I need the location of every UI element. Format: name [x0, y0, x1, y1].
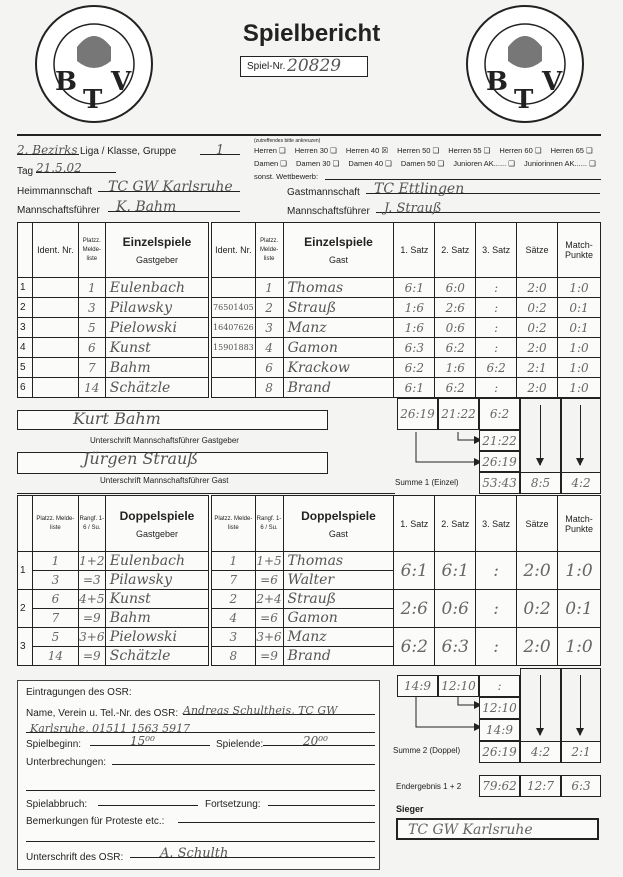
saetze-score[interactable]: 2:0 — [517, 338, 558, 358]
singles-row — [18, 358, 601, 378]
category-checkbox[interactable]: Herren 55 ❑ — [448, 146, 491, 155]
col-number — [18, 223, 33, 278]
guest-label: Gast — [328, 528, 348, 539]
osr-name-label: Name, Verein u. Tel.-Nr. des OSR: — [26, 708, 179, 719]
row-number[interactable]: 1 — [18, 278, 33, 298]
satz1-score[interactable]: 1:6 — [394, 298, 435, 318]
osr-name-field-2[interactable] — [26, 719, 375, 733]
satz1-score[interactable]: 2:6 — [394, 590, 435, 628]
signature-guest: Jürgen Strauß — [83, 449, 199, 468]
col-saetze: Sätze — [517, 223, 558, 278]
host-rang[interactable]: 4+5 — [78, 590, 105, 609]
host-platz[interactable]: 3 — [32, 571, 78, 590]
end-saetze: 12:7 — [520, 775, 561, 797]
match-points[interactable]: 0:1 — [557, 318, 600, 338]
sonst-label: sonst. Wettbewerb: — [254, 172, 319, 181]
singles-carry-satz1: 26:19 — [479, 451, 520, 472]
col-guest-ident: Ident. Nr. — [210, 223, 255, 278]
doubles-row — [18, 552, 601, 571]
match-points[interactable]: 1:0 — [557, 338, 600, 358]
sieger-field[interactable]: TC GW Karlsruhe — [396, 818, 599, 840]
bemerkungen-field[interactable] — [178, 809, 375, 823]
host-platz[interactable]: 6 — [32, 590, 78, 609]
guest-player[interactable]: Brand — [283, 647, 394, 666]
satz3-score[interactable]: : — [476, 278, 517, 298]
saetze-score[interactable]: 2:0 — [517, 278, 558, 298]
endergebnis-label: Endergebnis 1 + 2 — [396, 782, 462, 791]
guest-ident[interactable] — [210, 358, 255, 378]
col-satz2: 2. Satz — [435, 223, 476, 278]
unterbrechungen-field-2[interactable] — [26, 777, 375, 791]
host-label: Gastgeber — [135, 255, 178, 265]
singles-total-satz3: 6:2 — [479, 398, 520, 430]
doubles-total-satz2: 12:10 — [438, 675, 479, 697]
row-number: 1 — [18, 552, 33, 590]
host-ident[interactable] — [32, 358, 78, 378]
guest-player[interactable]: Krackow — [283, 358, 394, 378]
saetze-score[interactable]: 0:2 — [517, 298, 558, 318]
guest-player[interactable]: Thomas — [283, 278, 394, 298]
category-checkbox[interactable]: Junioren AK...... ❑ — [453, 159, 516, 168]
fortsetzung-label: Fortsetzung: — [205, 799, 261, 810]
category-checkbox[interactable]: Herren 30 ❑ — [294, 146, 337, 155]
spielbeginn-field[interactable] — [90, 732, 210, 746]
guest-player[interactable]: Brand — [283, 378, 394, 398]
col-guest-name — [283, 496, 394, 552]
host-player[interactable]: Bahm — [105, 358, 210, 378]
singles-total-satz2: 21:22 — [438, 398, 479, 430]
satz3-score[interactable]: : — [476, 628, 517, 666]
gast-field[interactable] — [366, 180, 600, 197]
host-player[interactable]: Schätzle — [105, 647, 210, 666]
host-platz[interactable]: 7 — [32, 609, 78, 628]
host-rang[interactable]: 1+2 — [78, 552, 105, 571]
col-guest-platz: Platzz. Melde- liste — [210, 496, 255, 552]
summe1-saetze: 8:5 — [520, 472, 561, 494]
col-satz3: 3. Satz — [476, 223, 517, 278]
satz2-score[interactable]: 2:6 — [435, 298, 476, 318]
saetze-score[interactable]: 0:2 — [517, 318, 558, 338]
osr-name-value-2: Karlsruhe, 01511 1563 5917 — [30, 722, 191, 735]
satz3-score[interactable]: 6:2 — [476, 358, 517, 378]
guest-platz[interactable]: 2 — [255, 298, 283, 318]
bemerkungen-label: Bemerkungen für Proteste etc.: — [26, 816, 165, 827]
col-satz1: 1. Satz — [394, 496, 435, 552]
saetze-score[interactable]: 2:1 — [517, 358, 558, 378]
gast-fuehrer-label: Mannschaftsführer — [287, 206, 370, 217]
satz2-score[interactable]: 6:2 — [435, 378, 476, 398]
guest-platz[interactable]: 7 — [210, 571, 255, 590]
osr-signature: A. Schulth — [160, 846, 229, 861]
host-player[interactable]: Kunst — [105, 338, 210, 358]
osr-section — [17, 680, 380, 870]
spielbeginn-label: Spielbeginn: — [26, 739, 82, 750]
carry-arrows-icon — [410, 432, 482, 472]
host-player[interactable]: Pilawsky — [105, 298, 210, 318]
sonst-field[interactable] — [325, 166, 601, 180]
divider — [17, 493, 395, 494]
guest-ident[interactable]: 16407626 — [210, 318, 255, 338]
guest-platz[interactable]: 8 — [255, 378, 283, 398]
match-points[interactable]: 1:0 — [557, 358, 600, 378]
heim-label: Heimmannschaft — [17, 186, 93, 197]
col-satz2: 2. Satz — [435, 496, 476, 552]
singles-row — [18, 318, 601, 338]
gruppe-value: 1 — [215, 143, 225, 158]
osr-signature-label: Unterschrift des OSR: — [26, 852, 124, 863]
satz1-score[interactable]: 6:1 — [394, 552, 435, 590]
arrow-down-icon — [540, 405, 541, 465]
host-rang[interactable]: =9 — [78, 609, 105, 628]
satz2-score[interactable]: 6:1 — [435, 552, 476, 590]
signature-host-field[interactable] — [17, 410, 328, 430]
singles-row — [18, 378, 601, 398]
fortsetzung-field[interactable] — [268, 792, 375, 806]
satz3-score[interactable]: : — [476, 378, 517, 398]
host-platz[interactable]: 6 — [78, 338, 105, 358]
host-ident[interactable] — [32, 378, 78, 398]
spielende-field[interactable] — [263, 732, 375, 746]
col-match: Match- Punkte — [557, 496, 600, 552]
col-host-rang: Rangf. 1-6 / Su. — [78, 496, 105, 552]
satz1-score[interactable]: 6:2 — [394, 628, 435, 666]
guest-player[interactable]: Walter — [283, 571, 394, 590]
host-rang[interactable]: =9 — [78, 647, 105, 666]
heim-value: TC GW Karlsruhe — [108, 179, 233, 195]
col-host-platz: Platzz. Melde- liste — [78, 223, 105, 278]
category-checkbox[interactable]: Damen 40 ❑ — [348, 159, 392, 168]
doubles-row — [18, 590, 601, 609]
gast-value: TC Ettlingen — [374, 181, 465, 197]
host-rang[interactable]: 3+6 — [78, 628, 105, 647]
guest-player[interactable]: Gamon — [283, 338, 394, 358]
saetze-score[interactable]: 0:2 — [517, 590, 558, 628]
satz3-score[interactable]: : — [476, 590, 517, 628]
host-player[interactable]: Pielowski — [105, 628, 210, 647]
match-points[interactable]: 0:1 — [557, 298, 600, 318]
satz2-score[interactable]: 1:6 — [435, 358, 476, 378]
summe1-label: Summe 1 (Einzel) — [395, 478, 459, 487]
summe1-games: 53:43 — [479, 472, 520, 494]
signature-host-label: Unterschrift Mannschaftsführer Gastgeber — [90, 436, 239, 445]
osr-name-field[interactable] — [183, 701, 375, 715]
guest-player[interactable]: Gamon — [283, 609, 394, 628]
guest-platz[interactable]: 1 — [255, 278, 283, 298]
host-player[interactable]: Bahm — [105, 609, 210, 628]
spielabbruch-label: Spielabbruch: — [26, 799, 88, 810]
summe2-saetze: 4:2 — [520, 741, 561, 763]
arrow-down-icon — [580, 675, 581, 735]
col-guest-name — [283, 223, 394, 278]
host-rang[interactable]: =3 — [78, 571, 105, 590]
host-ident[interactable] — [32, 338, 78, 358]
col-number — [18, 496, 33, 552]
col-host-ident: Ident. Nr. — [32, 223, 78, 278]
col-match: Match- Punkte — [557, 223, 600, 278]
col-guest-rang: Rangf. 1-6 / Su. — [255, 496, 283, 552]
liga-label: Liga / Klasse, Gruppe — [80, 146, 177, 157]
doubles-total-satz3: : — [479, 675, 520, 697]
match-points[interactable]: 0:1 — [557, 590, 600, 628]
guest-ident[interactable]: 15901883 — [210, 338, 255, 358]
guest-platz[interactable]: 2 — [210, 590, 255, 609]
gast-fuehrer-field[interactable] — [376, 199, 600, 216]
doubles-carry-satz1: 14:9 — [479, 719, 520, 741]
category-checkbox[interactable]: Herren 40 ☒ — [345, 146, 389, 155]
row-number[interactable]: 5 — [18, 358, 33, 378]
saetze-score[interactable]: 2:0 — [517, 378, 558, 398]
tag-label: Tag — [17, 166, 34, 177]
host-label: Gastgeber — [135, 528, 178, 539]
arrow-down-icon — [540, 675, 541, 735]
satz2-score[interactable]: 6:3 — [435, 628, 476, 666]
guest-label: Gast — [328, 255, 348, 265]
satz2-score[interactable]: 6:0 — [435, 278, 476, 298]
singles-total-satz1: 26:19 — [397, 398, 438, 430]
category-checkbox[interactable]: Damen 50 ❑ — [400, 159, 445, 168]
row-number[interactable]: 6 — [18, 378, 33, 398]
guest-platz[interactable]: 1 — [210, 552, 255, 571]
singles-row — [18, 338, 601, 358]
summe2-games: 26:19 — [479, 741, 520, 763]
doubles-table — [17, 495, 601, 666]
spiel-nr-value: 20829 — [287, 56, 342, 76]
gast-label: Gastmannschaft — [287, 187, 360, 198]
host-player[interactable]: Pilawsky — [105, 571, 210, 590]
btv-logo-right: B T V — [466, 5, 584, 123]
osr-signature-field[interactable] — [130, 844, 375, 861]
col-satz1: 1. Satz — [394, 223, 435, 278]
host-platz[interactable]: 14 — [32, 647, 78, 666]
satz1-score[interactable]: 1:6 — [394, 318, 435, 338]
osr-title: Eintragungen des OSR: — [26, 687, 132, 698]
arrow-down-icon — [580, 405, 581, 465]
match-points[interactable]: 1:0 — [557, 378, 600, 398]
host-platz[interactable]: 7 — [78, 358, 105, 378]
liga-field[interactable] — [17, 141, 79, 155]
osr-name-value: Andreas Schultheis, TC GW — [183, 704, 338, 717]
host-platz[interactable]: 14 — [78, 378, 105, 398]
row-number: 3 — [18, 628, 33, 666]
col-saetze: Sätze — [517, 496, 558, 552]
satz1-score[interactable]: 6:3 — [394, 338, 435, 358]
category-checkbox[interactable]: Herren 50 ❑ — [397, 146, 440, 155]
row-number[interactable]: 3 — [18, 318, 33, 338]
saetze-score[interactable]: 2:0 — [517, 552, 558, 590]
tag-field[interactable] — [36, 159, 116, 173]
category-checkbox[interactable]: Juniorinnen AK...... ❑ — [524, 159, 596, 168]
spielende-value: 20⁰⁰ — [303, 734, 328, 748]
unterbrechungen-label: Unterbrechungen: — [26, 757, 107, 768]
host-platz[interactable]: 5 — [32, 628, 78, 647]
row-number[interactable]: 4 — [18, 338, 33, 358]
guest-ident[interactable]: 76501405 — [210, 298, 255, 318]
guest-platz[interactable]: 8 — [210, 647, 255, 666]
match-points[interactable]: 1:0 — [557, 628, 600, 666]
guest-rang[interactable]: =6 — [255, 609, 283, 628]
host-player[interactable]: Eulenbach — [105, 278, 210, 298]
guest-ident[interactable] — [210, 278, 255, 298]
category-checkbox[interactable]: Damen ❑ — [254, 159, 287, 168]
host-ident[interactable] — [32, 298, 78, 318]
guest-platz[interactable]: 6 — [255, 358, 283, 378]
singles-carry-satz2: 21:22 — [479, 430, 520, 451]
row-number: 2 — [18, 590, 33, 628]
host-player[interactable]: Pielowski — [105, 318, 210, 338]
guest-player[interactable]: Strauß — [283, 590, 394, 609]
guest-rang[interactable]: 2+4 — [255, 590, 283, 609]
match-points[interactable]: 1:0 — [557, 552, 600, 590]
host-ident[interactable] — [32, 318, 78, 338]
spiel-nr-field[interactable] — [240, 56, 368, 77]
category-checkbox[interactable]: Damen 30 ❑ — [296, 159, 340, 168]
bemerkungen-field-2[interactable] — [26, 828, 375, 842]
category-checkbox[interactable]: Herren ❑ — [254, 146, 286, 155]
signature-guest-field[interactable] — [17, 449, 328, 474]
category-row-1 — [254, 146, 593, 155]
signature-guest-label: Unterschrift Mannschaftsführer Gast — [100, 476, 229, 485]
satz3-score[interactable]: : — [476, 318, 517, 338]
doubles-carry-satz2: 12:10 — [479, 697, 520, 719]
guest-platz[interactable]: 4 — [210, 609, 255, 628]
host-player[interactable]: Schätzle — [105, 378, 210, 398]
host-player[interactable]: Kunst — [105, 590, 210, 609]
satz2-score[interactable]: 0:6 — [435, 318, 476, 338]
btv-logo-left: B T V — [35, 5, 153, 123]
spiel-nr-label: Spiel-Nr. — [247, 61, 286, 72]
category-checkbox[interactable]: Herren 65 ❑ — [550, 146, 593, 155]
guest-player[interactable]: Strauß — [283, 298, 394, 318]
guest-platz[interactable]: 3 — [255, 318, 283, 338]
singles-guest-title: Einzelspiele — [304, 235, 373, 249]
saetze-score[interactable]: 2:0 — [517, 628, 558, 666]
sieger-label: Sieger — [396, 804, 424, 814]
spielbeginn-value: 15⁰⁰ — [130, 734, 155, 748]
host-player[interactable]: Eulenbach — [105, 552, 210, 571]
doubles-row — [18, 628, 601, 647]
singles-host-title: Einzelspiele — [122, 235, 192, 249]
satz3-score[interactable]: : — [476, 338, 517, 358]
category-checkbox[interactable]: Herren 60 ❑ — [499, 146, 542, 155]
guest-platz[interactable]: 3 — [210, 628, 255, 647]
guest-player[interactable]: Manz — [283, 628, 394, 647]
gast-fuehrer-value: J. Strauß — [384, 201, 442, 216]
satz1-score[interactable]: 6:1 — [394, 378, 435, 398]
host-platz[interactable]: 1 — [32, 552, 78, 571]
satz1-score[interactable]: 6:1 — [394, 278, 435, 298]
doubles-guest-title: Doppelspiele — [301, 508, 376, 523]
col-guest-platz: Platzz. Melde- liste — [255, 223, 283, 278]
col-host-name — [105, 496, 210, 552]
summe2-match: 2:1 — [561, 741, 601, 763]
spielabbruch-field[interactable] — [98, 792, 198, 806]
summe1-match: 4:2 — [561, 472, 601, 494]
col-satz3: 3. Satz — [476, 496, 517, 552]
guest-rang[interactable]: 1+5 — [255, 552, 283, 571]
heim-field[interactable] — [98, 178, 240, 195]
host-platz[interactable]: 3 — [78, 298, 105, 318]
guest-rang[interactable]: =6 — [255, 571, 283, 590]
match-points[interactable]: 1:0 — [557, 278, 600, 298]
spielende-label: Spielende: — [216, 739, 264, 750]
singles-row — [18, 278, 601, 298]
divider — [17, 134, 601, 136]
unterbrechungen-field[interactable] — [112, 751, 375, 765]
summe2-label: Summe 2 (Doppel) — [393, 746, 461, 755]
category-hint: (zutreffendes bitte ankreuzen) — [254, 138, 321, 144]
end-match: 6:3 — [561, 775, 601, 797]
heim-fuehrer-field[interactable] — [108, 198, 240, 215]
heim-fuehrer-value: K. Bahm — [116, 199, 177, 215]
doubles-total-satz1: 14:9 — [397, 675, 438, 697]
carry-arrows-icon — [410, 697, 482, 737]
satz1-score[interactable]: 6:2 — [394, 358, 435, 378]
row-number[interactable]: 2 — [18, 298, 33, 318]
host-platz[interactable]: 5 — [78, 318, 105, 338]
host-ident[interactable] — [32, 278, 78, 298]
end-games: 79:62 — [479, 775, 520, 797]
guest-player[interactable]: Thomas — [283, 552, 394, 571]
singles-row — [18, 298, 601, 318]
liga-value: 2. Bezirks — [17, 143, 78, 157]
satz2-score[interactable]: 0:6 — [435, 590, 476, 628]
page-title: Spielbericht — [242, 20, 381, 47]
guest-rang[interactable]: =9 — [255, 647, 283, 666]
gruppe-field[interactable] — [200, 141, 240, 158]
guest-ident[interactable] — [210, 378, 255, 398]
guest-player[interactable]: Manz — [283, 318, 394, 338]
satz3-score[interactable]: : — [476, 298, 517, 318]
col-host-platz: Platzz. Melde- liste — [32, 496, 78, 552]
singles-table — [17, 222, 601, 398]
satz3-score[interactable]: : — [476, 552, 517, 590]
heim-fuehrer-label: Mannschaftsführer — [17, 205, 100, 216]
signature-host: Kurt Bahm — [73, 409, 161, 428]
host-platz[interactable]: 1 — [78, 278, 105, 298]
col-host-name — [105, 223, 210, 278]
guest-platz[interactable]: 4 — [255, 338, 283, 358]
guest-rang[interactable]: 3+6 — [255, 628, 283, 647]
tag-value: 21.5.02 — [36, 161, 82, 175]
doubles-host-title: Doppelspiele — [119, 508, 195, 523]
satz2-score[interactable]: 6:2 — [435, 338, 476, 358]
